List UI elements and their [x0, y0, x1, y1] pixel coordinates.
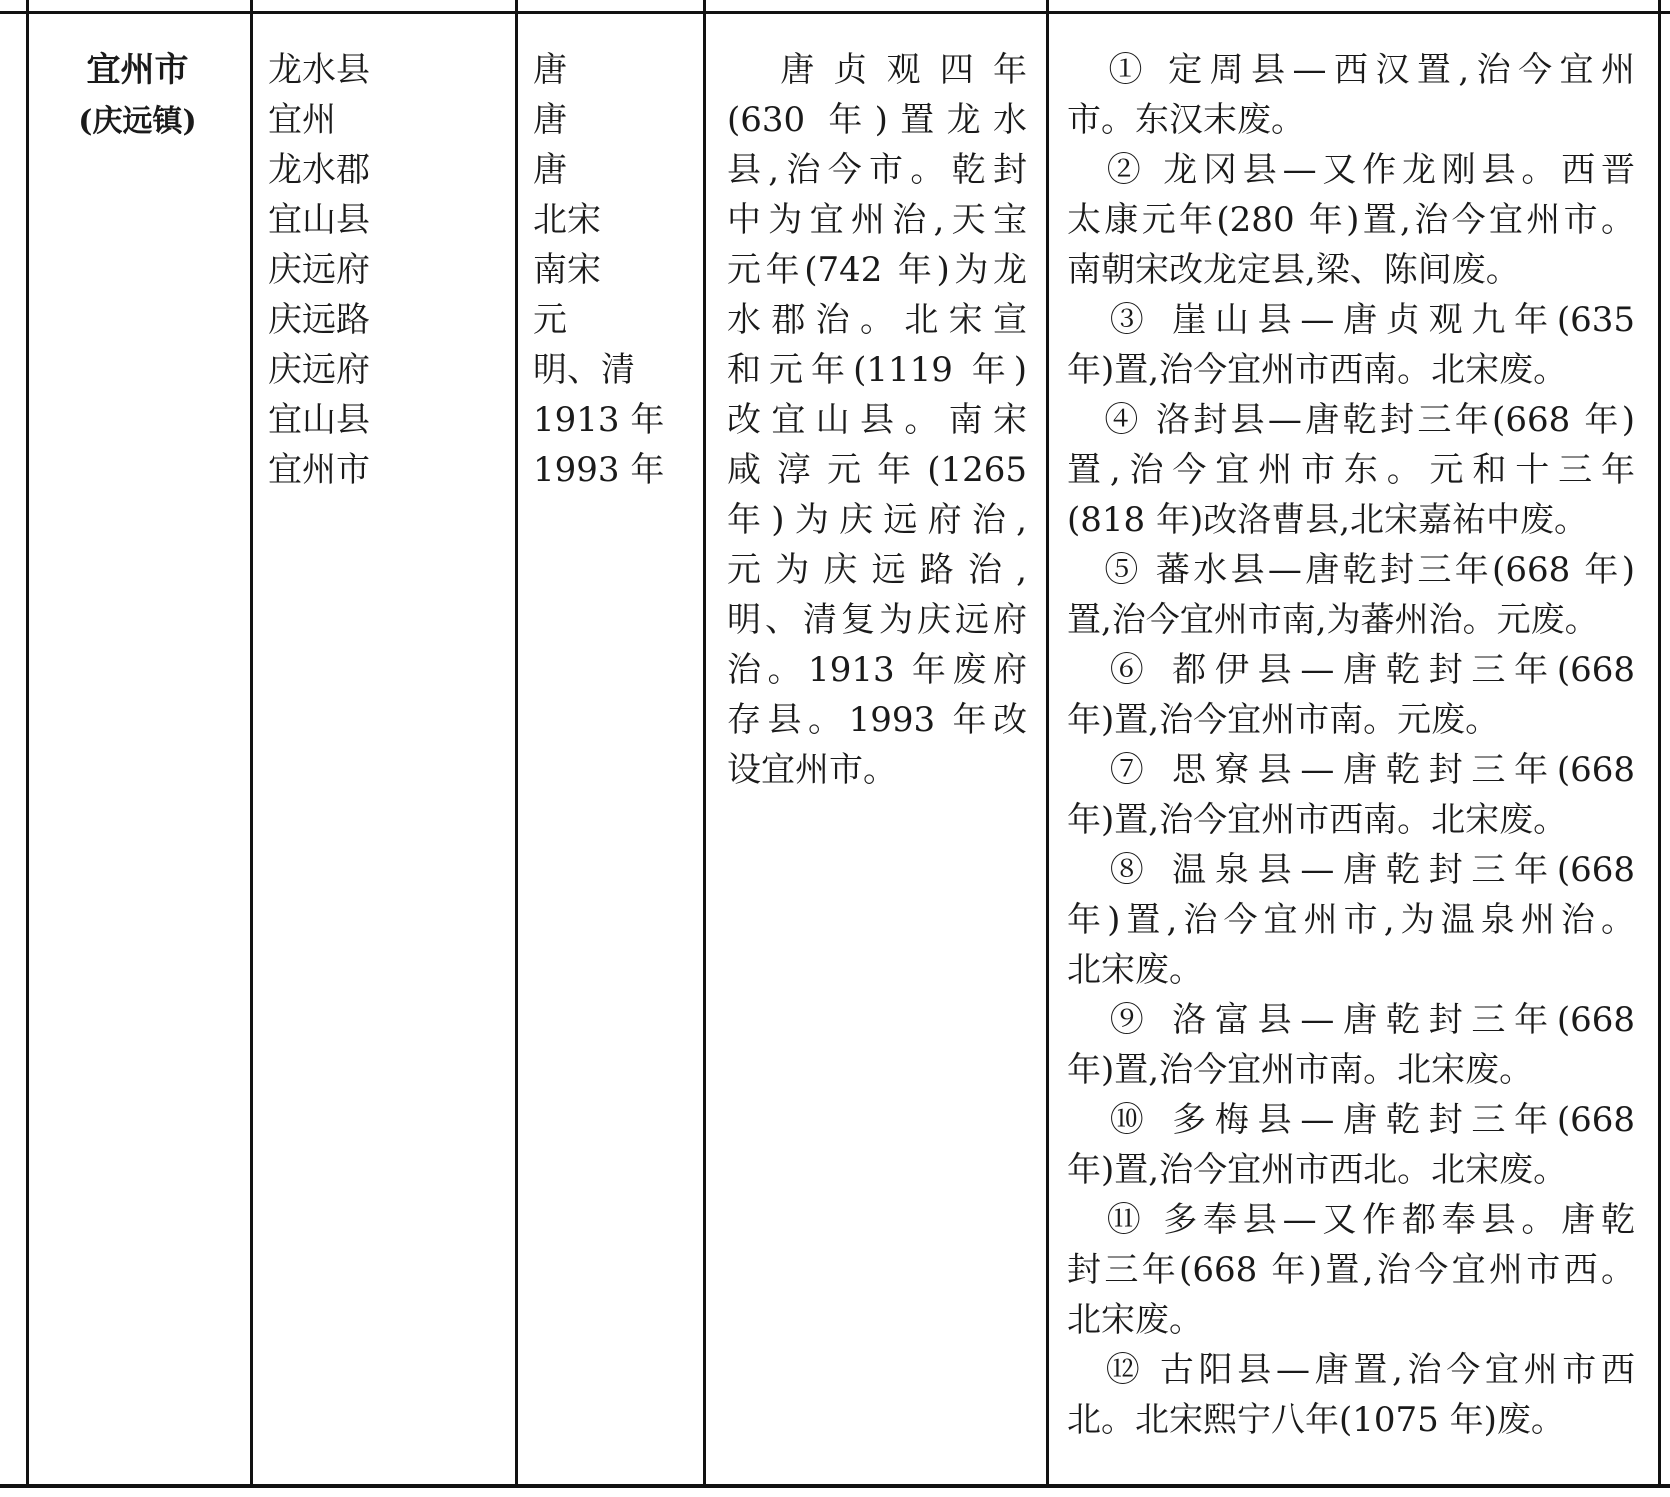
note-line: ① 定周县—西汉置,治今宜州: [1067, 50, 1635, 90]
notes-text: [1067, 45, 1635, 1445]
era: 元: [533, 300, 567, 340]
note-line: (818 年)改洛曹县,北宋嘉祐中废。: [1067, 500, 1589, 540]
history-line: 和元年(1119 年): [727, 350, 1027, 390]
note-line: 北宋废。: [1067, 1300, 1203, 1340]
note-line: ⑪ 多奉县—又作都奉县。唐乾: [1067, 1200, 1635, 1240]
column-rule-2: [515, 0, 518, 1486]
era: 唐: [533, 150, 567, 190]
historical-name: 龙水县: [268, 50, 370, 90]
history-line: 年)为庆远府治,: [727, 500, 1027, 540]
era: 1913 年: [533, 400, 665, 440]
note-line: ⑩ 多梅县—唐乾封三年(668: [1067, 1100, 1635, 1140]
note-line: 年)置,治今宜州市西南。北宋废。: [1067, 800, 1568, 840]
note-line: 北。北宋熙宁八年(1075 年)废。: [1067, 1400, 1565, 1440]
history-line: 元为庆远路治,: [727, 550, 1027, 590]
note-line: 置,治今宜州市南,为蕃州治。元废。: [1067, 600, 1599, 640]
column-rule-0: [26, 0, 29, 1486]
column-rule-1: [250, 0, 253, 1486]
eras: [533, 45, 698, 495]
note-line: 年)置,治今宜州市,为温泉州治。: [1067, 900, 1635, 940]
note-line: ⑦ 思寮县—唐乾封三年(668: [1067, 750, 1635, 790]
historical-name: 宜山县: [268, 400, 370, 440]
history-line: 存县。1993 年改: [727, 700, 1027, 740]
historical-name: 庆远路: [268, 300, 370, 340]
note-line: ⑫ 古阳县—唐置,治今宜州市西: [1067, 1350, 1635, 1390]
note-line: 南朝宋改龙定县,梁、陈间废。: [1067, 250, 1520, 290]
note-line: 年)置,治今宜州市西北。北宋废。: [1067, 1150, 1568, 1190]
column-rule-3: [703, 0, 706, 1486]
note-line: 置,治今宜州市东。元和十三年: [1067, 450, 1635, 490]
note-line: 太康元年(280 年)置,治今宜州市。: [1067, 200, 1635, 240]
historical-name: 庆远府: [268, 350, 370, 390]
note-line: ⑥ 都伊县—唐乾封三年(668: [1067, 650, 1635, 690]
historical-name: 宜州市: [268, 450, 370, 490]
note-line: ⑧ 温泉县—唐乾封三年(668: [1067, 850, 1635, 890]
city-alt-name: (庆远镇): [78, 104, 197, 139]
note-line: ④ 洛封县—唐乾封三年(668 年): [1067, 400, 1635, 440]
history-line: 县,治今市。乾封: [727, 150, 1027, 190]
history-line: 元年(742 年)为龙: [727, 250, 1027, 290]
history-line: 水郡治。北宋宣: [727, 300, 1027, 340]
history-line: 改宜山县。南宋: [727, 400, 1027, 440]
era: 北宋: [533, 200, 601, 240]
history-line: 明、清复为庆远府: [727, 600, 1027, 640]
history-line: 设宜州市。: [727, 750, 897, 790]
era: 唐: [533, 50, 567, 90]
note-line: 北宋废。: [1067, 950, 1203, 990]
history-line: 中为宜州治,天宝: [727, 200, 1027, 240]
history-line: 唐贞观四年: [727, 50, 1027, 90]
history-line: 治。1913 年废府: [727, 650, 1027, 690]
history-text: [727, 45, 1027, 795]
historical-name: 龙水郡: [268, 150, 370, 190]
era: 明、清: [533, 350, 635, 390]
era: 唐: [533, 100, 567, 140]
column-rule-5: [1658, 0, 1661, 1486]
history-line: 咸淳元年(1265: [727, 450, 1027, 490]
note-line: ② 龙冈县—又作龙刚县。西晋: [1067, 150, 1635, 190]
note-line: 市。东汉末废。: [1067, 100, 1305, 140]
note-line: ⑨ 洛富县—唐乾封三年(668: [1067, 1000, 1635, 1040]
note-line: ⑤ 蕃水县—唐乾封三年(668 年): [1067, 550, 1635, 590]
note-line: 封三年(668 年)置,治今宜州市西。: [1067, 1250, 1635, 1290]
city-name: 宜州市: [86, 50, 189, 90]
era: 1993 年: [533, 450, 665, 490]
history-line: (630 年)置龙水: [727, 100, 1027, 140]
column-rule-4: [1046, 0, 1049, 1486]
note-line: ③ 崖山县—唐贞观九年(635: [1067, 300, 1635, 340]
note-line: 年)置,治今宜州市西南。北宋废。: [1067, 350, 1568, 390]
historical-name: 宜山县: [268, 200, 370, 240]
historical-names: [268, 45, 508, 495]
era: 南宋: [533, 250, 601, 290]
note-line: 年)置,治今宜州市南。北宋废。: [1067, 1050, 1534, 1090]
historical-name: 宜州: [268, 100, 336, 140]
note-line: 年)置,治今宜州市南。元废。: [1067, 700, 1500, 740]
historical-name: 庆远府: [268, 250, 370, 290]
